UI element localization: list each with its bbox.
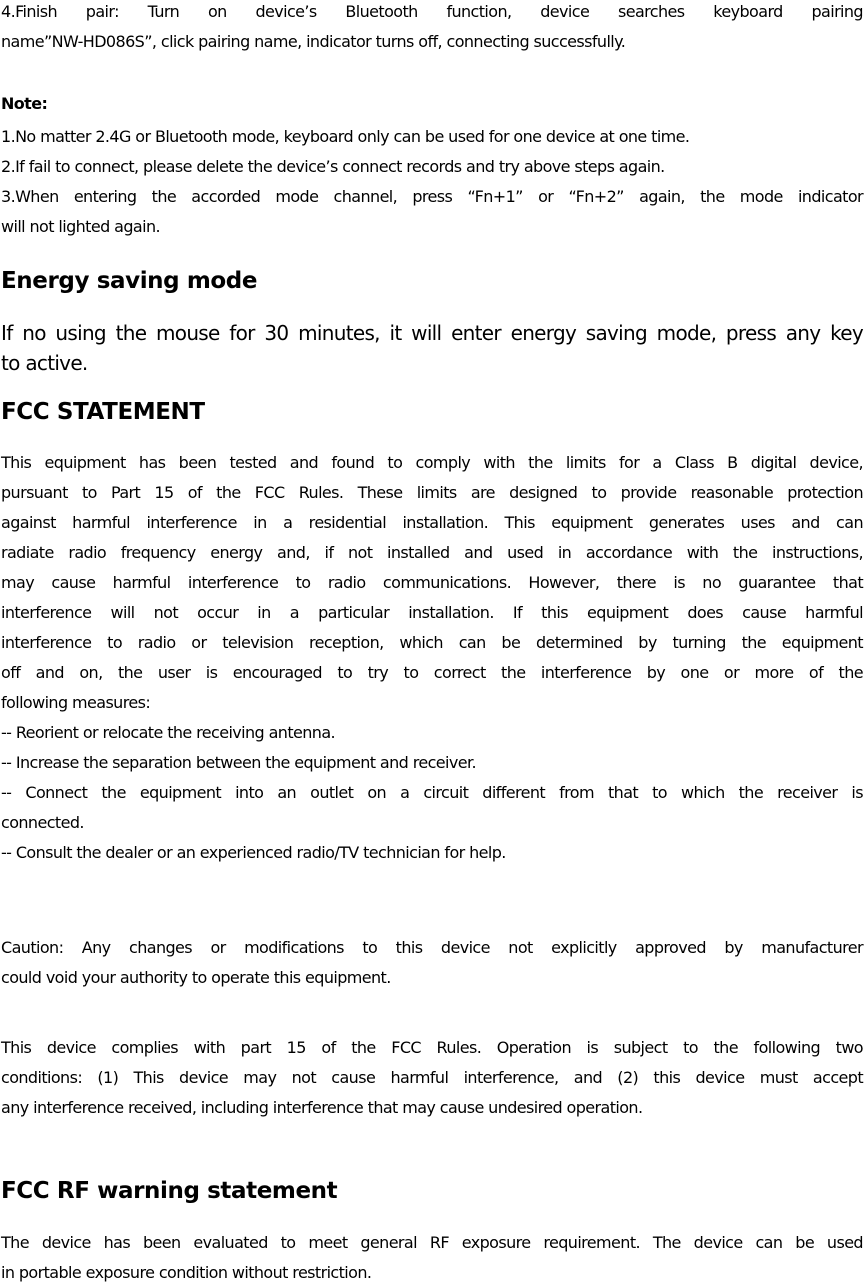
energy-heading: Energy saving mode bbox=[1, 268, 258, 294]
fcc-heading: FCC STATEMENT bbox=[1, 399, 205, 425]
fcc-line: off and on, the user is encouraged to try to correct the interference by one or more of the bbox=[1, 663, 863, 682]
fcc-line: This equipment has been tested and found to comply with the limits for a Class B digital device, bbox=[1, 453, 863, 472]
energy-line-2: to active. bbox=[1, 351, 88, 375]
fcc-measure: connected. bbox=[1, 813, 84, 832]
fcc-measure: -- Reorient or relocate the receiving antenna. bbox=[1, 723, 336, 742]
complies-paragraph bbox=[1, 1033, 863, 1123]
complies-line-1: This device complies with part 15 of the FCC Rules. Operation is subject to the following two bbox=[1, 1038, 863, 1057]
fcc-line: interference will not occur in a particular installation. If this equipment does cause harmful bbox=[1, 603, 863, 622]
rf-paragraph bbox=[1, 1228, 863, 1288]
complies-line-3: any interference received, including interference that may cause undesired operation. bbox=[1, 1098, 643, 1117]
note-list bbox=[1, 122, 863, 242]
note-item-3-cont: will not lighted again. bbox=[1, 217, 160, 236]
note-item-1: 1.No matter 2.4G or Bluetooth mode, keyboard only can be used for one device at one time. bbox=[1, 127, 690, 146]
fcc-paragraph bbox=[1, 448, 863, 868]
rf-heading: FCC RF warning statement bbox=[1, 1178, 338, 1204]
caution-line-1: Caution: Any changes or modifications to this device not explicitly approved by manufacturer bbox=[1, 938, 863, 957]
fcc-line: radiate radio frequency energy and, if not installed and used in accordance with the instructions, bbox=[1, 543, 863, 562]
rf-line-1: The device has been evaluated to meet general RF exposure requirement. The device can be used bbox=[1, 1233, 863, 1252]
fcc-line: may cause harmful interference to radio communications. However, there is no guarantee that bbox=[1, 573, 863, 592]
complies-line-2: conditions: (1) This device may not cause harmful interference, and (2) this device must accept bbox=[1, 1068, 863, 1087]
step4-line-2: name”NW-HD086S”, click pairing name, indicator turns off, connecting successfully. bbox=[1, 32, 626, 51]
step4-paragraph bbox=[1, 0, 863, 57]
energy-line-1: If no using the mouse for 30 minutes, it will enter energy saving mode, press any key bbox=[1, 321, 863, 345]
note-item-2: 2.If fail to connect, please delete the device’s connect records and try above steps again. bbox=[1, 157, 665, 176]
fcc-measure: -- Consult the dealer or an experienced radio/TV technician for help. bbox=[1, 843, 506, 862]
caution-paragraph bbox=[1, 933, 863, 993]
rf-line-2: in portable exposure condition without restriction. bbox=[1, 1263, 372, 1282]
step4-line-1: 4.Finish pair: Turn on device’s Bluetooth function, device searches keyboard pairing bbox=[1, 2, 863, 21]
fcc-line: pursuant to Part 15 of the FCC Rules. These limits are designed to provide reasonable protection bbox=[1, 483, 863, 502]
fcc-line: against harmful interference in a residential installation. This equipment generates uses and can bbox=[1, 513, 863, 532]
note-item-3: 3.When entering the accorded mode channel, press “Fn+1” or “Fn+2” again, the mode indicator bbox=[1, 187, 863, 206]
fcc-measure: -- Increase the separation between the equipment and receiver. bbox=[1, 753, 476, 772]
fcc-measure: -- Connect the equipment into an outlet on a circuit different from that to which the receiver is bbox=[1, 783, 863, 802]
note-label: Note: bbox=[1, 94, 48, 113]
energy-paragraph bbox=[1, 318, 863, 378]
fcc-line: interference to radio or television reception, which can be determined by turning the equipment bbox=[1, 633, 863, 652]
fcc-line: following measures: bbox=[1, 693, 151, 712]
caution-line-2: could void your authority to operate this equipment. bbox=[1, 968, 391, 987]
